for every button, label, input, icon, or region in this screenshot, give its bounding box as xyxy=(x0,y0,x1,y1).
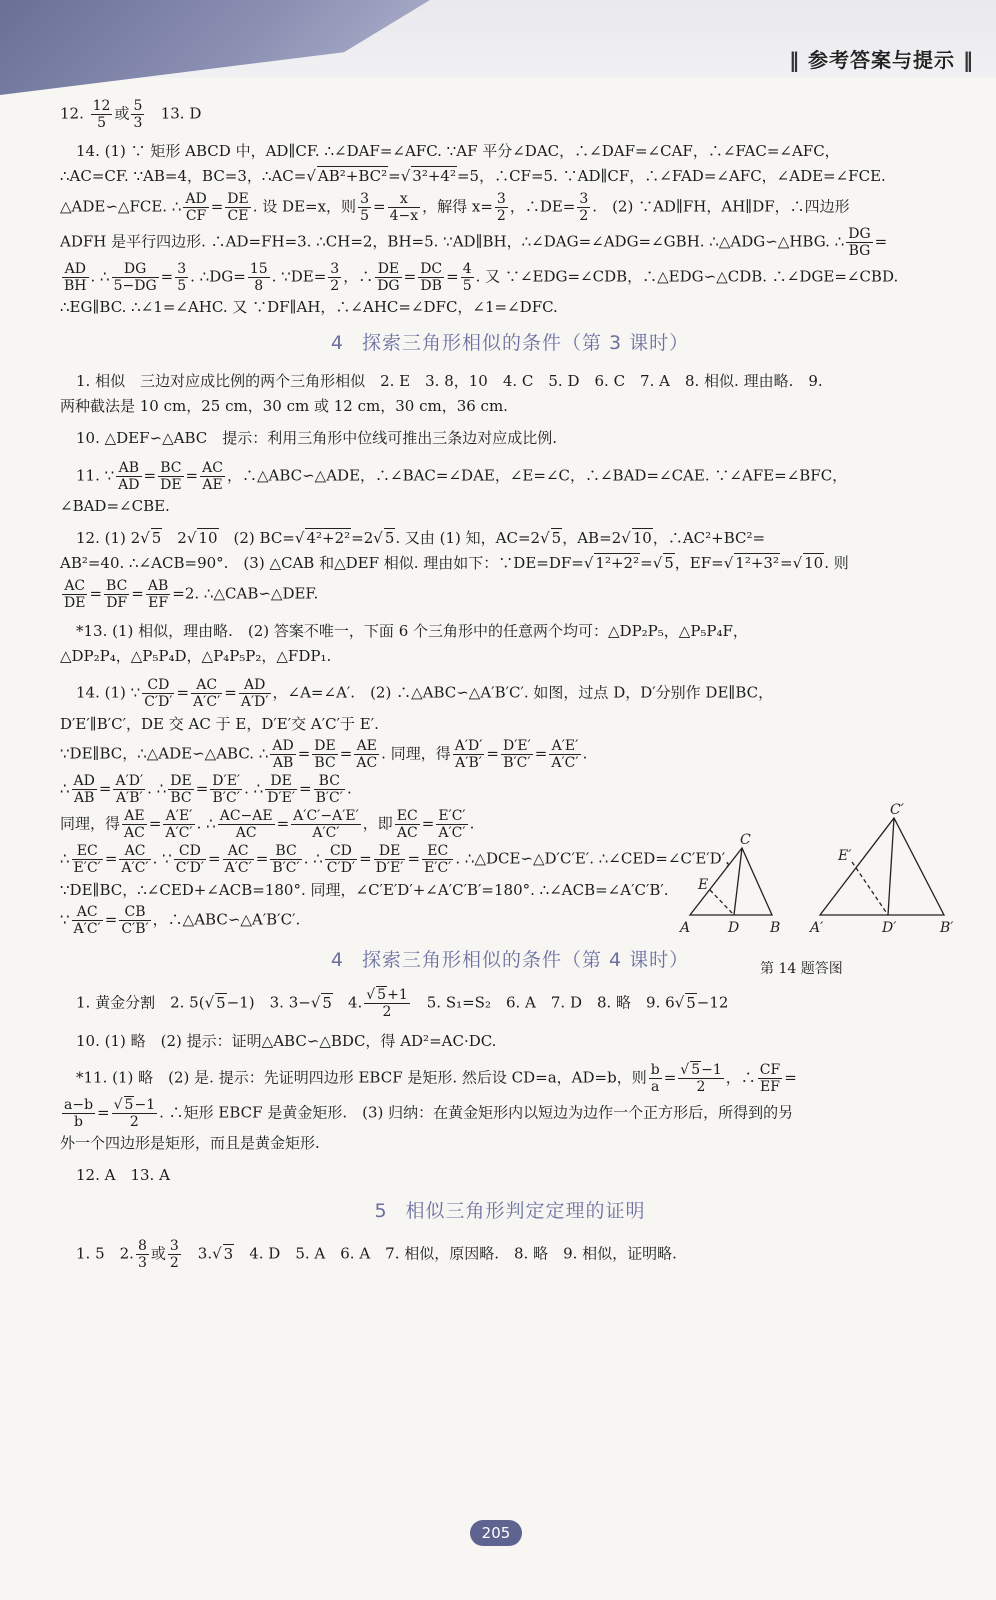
s1-answer-14-line5: 同理，得 $\frac{AE}{AC}$ = $\frac{A'E'}{A'C'}$ . ∴ $\frac{AC-AE}{AC}$ = $\frac{A'C'-A'E'}{A'C'}$ ，即 $\frac{EC}{AC}$ = $\frac{E'C'}{A'C'}$ . xyxy=(60,808,475,842)
label-b: B xyxy=(770,920,781,936)
s2-answers-12-13: 12. A 13. A xyxy=(76,1166,170,1185)
label-c-prime: C′ xyxy=(890,802,904,818)
header-bars-left: ‖ xyxy=(789,48,801,72)
s1-answer-13-cont: △DP₂P₄，△P₅P₄D，△P₄P₅P₂，△FDP₁. xyxy=(60,647,332,666)
s1-answer-14-line4: ∴ $\frac{AD}{AB}$ = $\frac{A'D'}{A'B'}$ . ∴ $\frac{DE}{BC}$ = $\frac{D'E'}{B'C'}$ . ∴ $\frac{DE}{D'E'}$ = $\frac{BC}{B'C'}$ . xyxy=(60,772,352,807)
label-e-prime: E′ xyxy=(838,848,852,864)
label-e: E xyxy=(698,877,709,893)
answer-14-line6: ∴EG∥BC. ∴∠1=∠AHC. 又 ∵DF∥AH，∴∠AHC=∠DFC，∠1=∠DFC. xyxy=(60,298,558,317)
page-header-title xyxy=(789,44,974,73)
s1-answer-14-line6: ∴ $\frac{EC}{E'C'}$ = $\frac{AC}{A'C'}$ . ∵ $\frac{CD}{C'D'}$ = $\frac{AC}{A'C'}$ = $\frac{BC}{B'C'}$ . ∴ $\frac{CD}{C'D'}$ = $\frac{DE}{D'E'}$ = $\frac{EC}{E'C'}$ . ∴△DCE∽△D′C′E′. ∴∠CED=∠C′E′D′， xyxy=(60,843,741,877)
s1-answer-14-line3: ∵DE∥BC，∴△ADE∽△ABC. ∴ $\frac{AD}{AB}$ = $\frac{DE}{BC}$ = $\frac{AE}{AC}$ . 同理，得 $\frac{A'D'}{A'B'}$ = $\frac{D'E'}{B'C'}$ = $\frac{A'E'}{A'C'}$ . xyxy=(60,737,588,771)
s1-answers-1-9: 1. 相似 三边对应成比例的两个三角形相似 2. E 3. 8，10 4. C 5. D 6. C 7. A 8. 相似. 理由略. 9. xyxy=(76,371,823,390)
header-title-text: 参考答案与提示 xyxy=(808,48,956,72)
section-title-proof: 5 相似三角形判定定理的证明 xyxy=(374,1199,646,1222)
answer-14-line4: ADFH 是平行四边形. ∴AD=FH=3. ∴CH=2，BH=5. ∵AD∥BH，∴∠DAG=∠ADG=∠GBH. ∴△ADG∽△HBG. ∴ $\frac{DG}{BG}$ = xyxy=(60,225,888,259)
s1-answer-14-line8: ∵ $\frac{AC}{A'C'}$ = $\frac{CB}{C'B'}$ ，∴△ABC∽△A′B′C′. xyxy=(60,903,301,937)
s2-answer-11: *11. (1) 略 (2) 是. 提示：先证明四边形 EBCF 是矩形. 然后设 CD=a，AD=b，则 $\frac{b}{a}$ = $\frac{√ 5-1}{2}$ ，∴ $\frac{CF}{EF}$ = xyxy=(76,1061,797,1095)
label-a-prime: A′ xyxy=(810,920,824,936)
page-number-badge: 205 xyxy=(470,1520,522,1546)
s1-answer-12: 12. (1) 2√ 5 2√ 10 (2) BC=√ 4²+2²=2√ 5. 又由 (1) 知，AC=2√ 5，AB=2√ 10，∴AC²+BC²= xyxy=(76,529,766,548)
s2-answer-11-line3: 外一个四边形是矩形，而且是黄金矩形. xyxy=(60,1134,320,1153)
s2-answer-10: 10. (1) 略 (2) 提示：证明△ABC∽△BDC，得 AD²=AC·DC. xyxy=(76,1031,497,1050)
segment-de-dashed xyxy=(710,890,734,915)
answer-14-line2: ∴AC=CF. ∵AB=4，BC=3，∴AC=√ AB²+BC²=√ 3²+4²=5，∴CF=5. ∵AD∥CF，∴∠FAD=∠AFC，∠ADE=∠FCE. xyxy=(60,167,886,186)
s1-answer-12-line3: $\frac{AC}{DE}$ = $\frac{BC}{DF}$ = $\frac{AB}{EF}$ =2. ∴△CAB∽△DEF. xyxy=(64,577,319,611)
label-d: D xyxy=(728,920,740,936)
s1-answer-11: 11. ∵ $\frac{AB}{AD}$ = $\frac{BC}{DE}$ = $\frac{AC}{AE}$ ，∴△ABC∽△ADE，∴∠BAC=∠DAE，∠E=∠C，∴∠BAD=∠CAE. ∵∠AFE=∠BFC， xyxy=(76,459,848,493)
s2-answer-11-line2: $\frac{a-b}{b}$ = $\frac{√ 5-1}{2}$ . ∴矩形 EBCF 是黄金矩形. (3) 归纳：在黄金矩形内以短边为边作一个正方形后，所得到的另 xyxy=(64,1097,794,1131)
s3-answers-1-9: 1. 5 2. $\frac{8}{3}$ 或 $\frac{3}{2}$ 3.√ 3 4. D 5. A 6. A 7. 相似，原因略. 8. 略 9. 相似，证明略. xyxy=(76,1238,677,1272)
figure-caption: 第 14 题答图 xyxy=(760,961,843,977)
answer-12-13: 12. $\frac{12}{5}$ 或 $\frac{5}{3}$ 13. D xyxy=(60,98,202,132)
triangles-svg xyxy=(672,800,962,950)
figure-14-triangles xyxy=(672,800,962,980)
label-b-prime: B′ xyxy=(940,920,954,936)
label-c: C xyxy=(740,832,751,848)
answer-14-line3: △ADE∽△FCE. ∴ $\frac{AD}{CF}$ = $\frac{DE}{CE}$ . 设 DE=x，则 $\frac{3}{5}$ = $\frac{x}{4-x}$ ，解得 x= $\frac{3}{2}$ ，∴DE= $\frac{3}{2}$ . (2) ∵AD∥FH，AH∥DF，∴四边形 xyxy=(60,190,850,224)
triangle-a1b1c1 xyxy=(820,818,944,915)
answer-14-line5: $\frac{AD}{BH}$ . ∴ $\frac{DG}{5-DG}$ = $\frac{3}{5}$ . ∴DG= $\frac{15}{8}$ . ∵DE= $\frac{3}{2}$ ，∴ $\frac{DE}{DG}$ = $\frac{DC}{DB}$ = $\frac{4}{5}$ . 又 ∵∠EDG=∠CDB，∴△EDG∽△CDB. ∴∠DGE=∠CBD. xyxy=(64,261,899,295)
large-triangle xyxy=(820,818,944,915)
s1-answer-10: 10. △DEF∽△ABC 提示：利用三角形中位线可推出三条边对应成比例. xyxy=(76,429,558,448)
s2-answers-1-9: 1. 黄金分割 2. 5(√ 5−1) 3. 3−√ 5 4. $\frac{√ 5+1}{2}$ 5. S₁=S₂ 6. A 7. D 8. 略 9. 6√ 5−12 xyxy=(76,987,729,1021)
s1-answer-14: 14. (1) ∵ $\frac{CD}{C'D'}$ = $\frac{AC}{A'C'}$ = $\frac{AD}{A'D'}$ ，∠A=∠A′. (2) ∴△ABC∽△A′B′C′. 如图，过点 D，D′分别作 DE∥BC， xyxy=(76,677,774,711)
s1-answer-13: *13. (1) 相似，理由略. (2) 答案不唯一，下面 6 个三角形中的任意两个均可：△DP₂P₅，△P₅P₄F， xyxy=(76,621,748,640)
answer-14-line1: 14. (1) ∵ 矩形 ABCD 中，AD∥CF. ∴∠DAF=∠AFC. ∵AF 平分∠DAC，∴∠DAF=∠CAF，∴∠FAC=∠AFC， xyxy=(76,142,840,161)
segment-d1e1-dashed xyxy=(852,862,888,915)
s1-answer-14-line2: D′E′∥B′C′，DE 交 AC 于 E，D′E′交 A′C′于 E′. xyxy=(60,714,379,733)
segment-c1d1 xyxy=(888,818,894,915)
fraction: $\frac{5}{3}$ xyxy=(133,98,143,132)
section-title-lesson4: 4 探索三角形相似的条件（第 4 课时） xyxy=(330,948,690,971)
answer-content xyxy=(60,98,960,1280)
section-title-lesson3: 4 探索三角形相似的条件（第 3 课时） xyxy=(330,331,690,354)
s1-answer-12-line2: AB²=40. ∴∠ACB=90°. (3) △CAB 和△DEF 相似. 理由如下：∵DE=DF=√ 1²+2²=√ 5，EF=√ 1²+3²=√ 10. 则 xyxy=(60,554,849,573)
segment-cd xyxy=(734,848,742,915)
s1-answer-11-cont: ∠BAD=∠CBE. xyxy=(60,496,170,515)
label-a: A xyxy=(680,920,691,936)
fraction: $\frac{12}{5}$ xyxy=(92,98,111,132)
label-d-prime: D′ xyxy=(882,920,897,936)
s1-answers-9-cont: 两种截法是 10 cm，25 cm，30 cm 或 12 cm，30 cm，36 cm. xyxy=(60,397,508,416)
header-bars-right: ‖ xyxy=(963,48,974,72)
s1-answer-14-line7: ∵DE∥BC，∴∠CED+∠ACB=180°. 同理，∠C′E′D′+∠A′C′B′=180°. ∴∠ACB=∠A′C′B′. xyxy=(60,880,669,899)
